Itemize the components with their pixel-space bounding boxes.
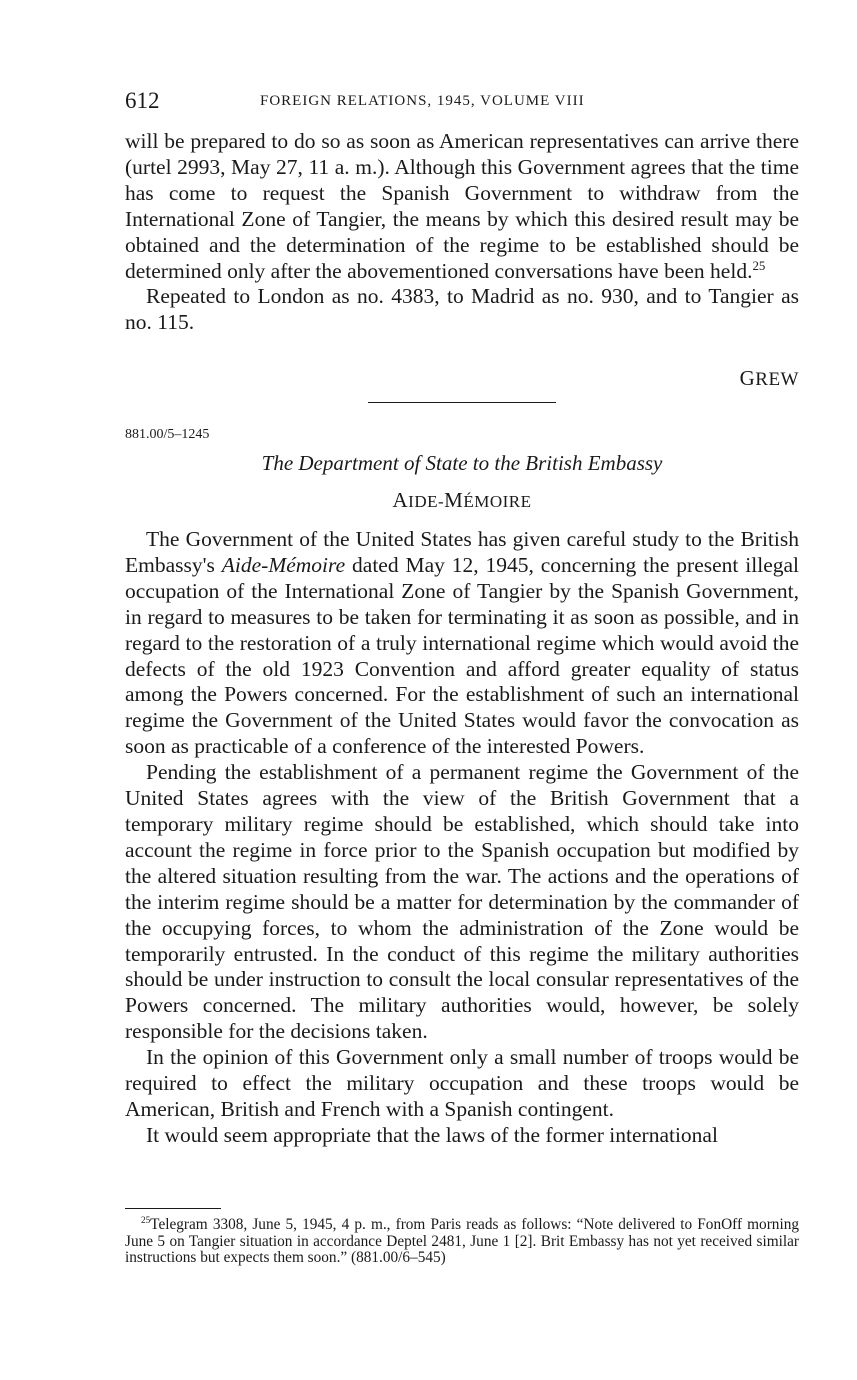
aide-memoire-paragraph-4: It would seem appropriate that the laws of the former international xyxy=(146,1122,718,1147)
running-head xyxy=(125,88,799,116)
aide-memoire-italic: Aide-Mémoire xyxy=(221,552,346,577)
signature xyxy=(740,366,799,391)
footnote xyxy=(125,1214,799,1267)
aide-memoire-paragraph-3: In the opinion of this Government only a small number of troops would be required to effect the military occupation and these troops would be American, British and French with a Spanish contingent. xyxy=(125,1045,799,1121)
footnote-text: Telegram 3308, June 5, 1945, 4 p. m., from Paris reads as follows: “Note delivered to FonOff morning June 5 on Tangier situation in accordance Deptel 2481, June 1 [2]. Brit Embassy has not yet received similar instructions but expects them soon.” (881.00/6–545) xyxy=(125,1216,799,1266)
signature-rest: REW xyxy=(755,369,799,390)
document-subtitle: AIDE-MÉMOIRE xyxy=(392,488,532,512)
repeated-paragraph: Repeated to London as no. 4383, to Madrid as no. 930, and to Tangier as no. 115. xyxy=(125,284,799,335)
footnote-divider xyxy=(125,1208,221,1209)
running-title: FOREIGN RELATIONS, 1945, VOLUME VIII xyxy=(260,93,585,109)
continuation-text xyxy=(125,129,799,336)
signature-initial: G xyxy=(739,366,756,390)
continuation-paragraph-text: will be prepared to do so as soon as American representatives can arrive there (urtel 2993, May 27, 11 a. m.). Although this Government agrees that the time has come to request the Spanish Government to withdraw from the International Zone of Tangier, the means by which this desired result may be obtained and the determination of the regime to be established should be determined only after the abovementioned conversations have been held. xyxy=(125,129,799,283)
aide-memoire-paragraph-1: The Government of the United States has given careful study to the British Embassy's Aide-Mémoire dated May 12, 1945, concerning the present illegal occupation of the International Zone of Tangier by the Spanish Government, in regard to measures to be taken for terminating it as soon as possible, and in regard to the restoration of a truly international regime which would avoid the defects of the old 1923 Convention and afford greater equality of status among the Powers concerned. For the establishment of such an international regime the Government of the United States would favor the convocation as soon as practicable of a conference of the interested Powers. xyxy=(125,527,800,759)
section-divider xyxy=(368,402,556,403)
aide-memoire-body xyxy=(125,527,799,1149)
aide-memoire-paragraph-2: Pending the establishment of a permanent regime the Government of the United States agrees with the view of the British Government that a temporary military regime should be established, which should take into account the regime in force prior to the Spanish occupation but modified by the altered situation resulting from the war. The actions and the operations of the interim regime should be a matter for determination by the commander of the occupying forces, to whom the administration of the Zone would be temporarily entrusted. In the conduct of this regime the military authorities should be under instruction to consult the local consular representatives of the Powers concerned. The military authorities would, however, be solely responsible for the decisions taken. xyxy=(125,760,799,1044)
footnote-number: 25 xyxy=(141,1214,151,1225)
file-number: 881.00/5–1245 xyxy=(125,427,210,442)
document-title: The Department of State to the British Embassy xyxy=(261,451,663,475)
continuation-paragraph xyxy=(125,129,799,284)
page-number: 612 xyxy=(125,88,160,113)
footnote-reference: 25 xyxy=(752,258,766,273)
